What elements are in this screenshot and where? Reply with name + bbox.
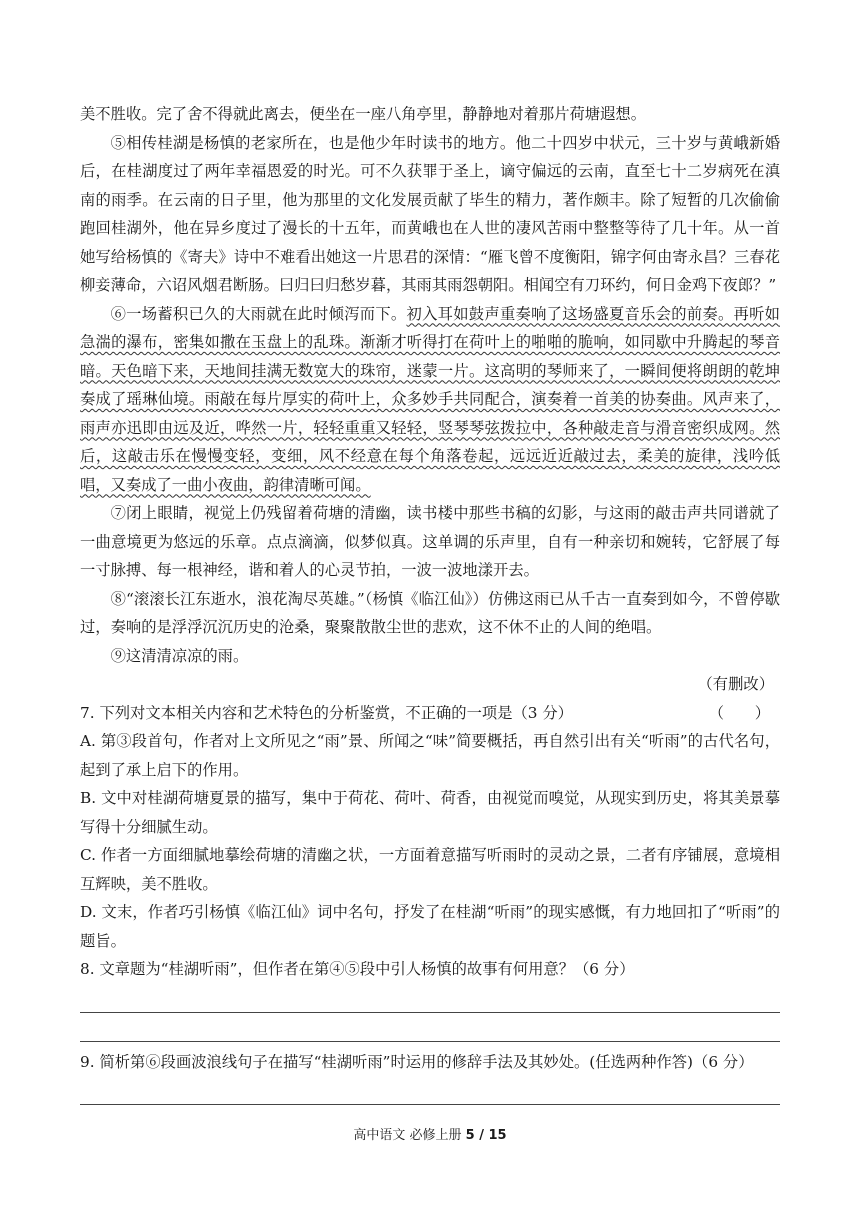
question-9: 9. 简析第⑥段画波浪线句子在描写“桂湖听雨”时运用的修辞手法及其妙处。(任选两种作答)（6 分）	[80, 1052, 754, 1071]
paragraph-6-lead: ⑥一场蓄积已久的大雨就在此时倾泻而下。	[110, 304, 407, 323]
answer-line[interactable]	[80, 1076, 780, 1105]
question-7-option-c: C. 作者一方面细腻地摹绘荷塘的清幽之状，一方面着意描写听雨时的灵动之景，二者有序铺展，意境相互辉映，美不胜收。	[80, 846, 780, 893]
passage-paragraph-5: ⑤相传桂湖是杨慎的老家所在，也是他少年时读书的地方。他二十四岁中状元，三十岁与黄峨新婚后，在桂湖度过了两年幸福恩爱的时光。可不久获罪于圣上，谪守偏远的云南，直至七十二岁病死在滇南的雨季。在云南的日子里，他为那里的文化发展贡献了毕生的精力，著作颇丰。除了短暂的几次偷偷跑回桂湖外，他在异乡度过了漫长的十五年，而黄峨也在人世的凄风苦雨中整整等待了几十年。从一首她写给杨慎的《寄夫》诗中不难看出她这一片思君的深情：“雁飞曾不度衡阳，锦字何由寄永昌？三春花柳妾薄命，六诏风烟君断肠。曰归曰归愁岁暮，其雨其雨怨朝阳。相闻空有刀环约，何日金鸡下夜郎？”	[80, 133, 780, 294]
page-number: 5 / 15	[465, 1128, 507, 1143]
question-7-option-b: B. 文中对桂湖荷塘夏景的描写，集中于荷花、荷叶、荷香，由视觉而嗅觉，从现实到历史，将其美景摹写得十分细腻生动。	[80, 789, 780, 836]
source-note: （有删改）	[697, 675, 774, 693]
question-7-option-a: A. 第③段首句，作者对上文所见之“雨”景、所闻之“味”简要概括，再自然引出有关“听雨”的古代名句，起到了承上启下的作用。	[80, 732, 780, 779]
passage-paragraph-8: ⑧“滚滚长江东逝水，浪花淘尽英雄。”（杨慎《临江仙》）仿佛这雨已从千古一直奏到如今，不曾停歇过，奏响的是浮浮沉沉历史的沧桑，聚聚散散尘世的悲欢，这不休不止的人间的绝唱。	[80, 589, 780, 636]
page-footer	[0, 1124, 860, 1143]
question-7-stem	[80, 699, 780, 728]
answer-line[interactable]	[80, 1013, 780, 1042]
passage-paragraph-9: ⑨这清清凉凉的雨。	[110, 646, 249, 665]
wavy-underlined-text: 初入耳如鼓声重奏响了这场盛夏音乐会的前奏。再听如急湍的瀑布，密集如撒在玉盘上的乱珠。渐渐才听得打在荷叶上的啪啪的脆响，如同歇中升腾起的琴音暗。天色暗下来，天地间挂满无数宽大的珠帘，迷蒙一片。这高明的琴师来了，一瞬间便将朗朗的乾坤奏成了瑶琳仙境。雨敲在每片厚实的荷叶上，众多妙手共同配合，演奏着一首美的协奏曲。风声来了，雨声亦迅即由远及近，哗然一片，轻轻重重又轻轻，竖琴琴弦拨拉中，各种敲走音与滑音密织成网。然后，这敲击乐在慢慢变轻，变细，风不经意在每个角落卷起，远远近近敲过去，柔美的旋律，浅吟低唱，又奏成了一曲小夜曲，韵律清晰可闻。	[80, 304, 780, 494]
question-7-option-d: D. 文末，作者巧引杨慎《临江仙》词中名句，抒发了在桂湖“听雨”的现实感慨，有力地回扣了“听雨”的题旨。	[80, 903, 780, 950]
passage-paragraph-7: ⑦闭上眼睛，视觉上仍残留着荷塘的清幽，读书楼中那些书稿的幻影，与这雨的敲击声共同谱就了一曲意境更为悠远的乐章。点点滴滴，似梦似真。这单调的乐声里，自有一种亲切和婉转，它舒展了每一寸脉搏、每一根神经，谐和着人的心灵节拍，一波一波地漾开去。	[80, 504, 780, 579]
footer-subject: 高中语文 必修上册	[353, 1128, 466, 1143]
question-7-text: 7. 下列对文本相关内容和艺术特色的分析鉴赏，不正确的一项是（3 分）	[80, 703, 573, 722]
document-page	[80, 100, 780, 1105]
question-8: 8. 文章题为“桂湖听雨”，但作者在第④⑤段中引人杨慎的故事有何用意？（6 分）	[80, 960, 635, 978]
answer-line[interactable]	[80, 984, 780, 1013]
passage-paragraph-intro: 美不胜收。完了舍不得就此离去，便坐在一座八角亭里，静静地对着那片荷塘遐想。	[80, 105, 646, 123]
answer-bracket: （ ）	[708, 703, 770, 722]
passage-paragraph-6	[80, 300, 780, 500]
